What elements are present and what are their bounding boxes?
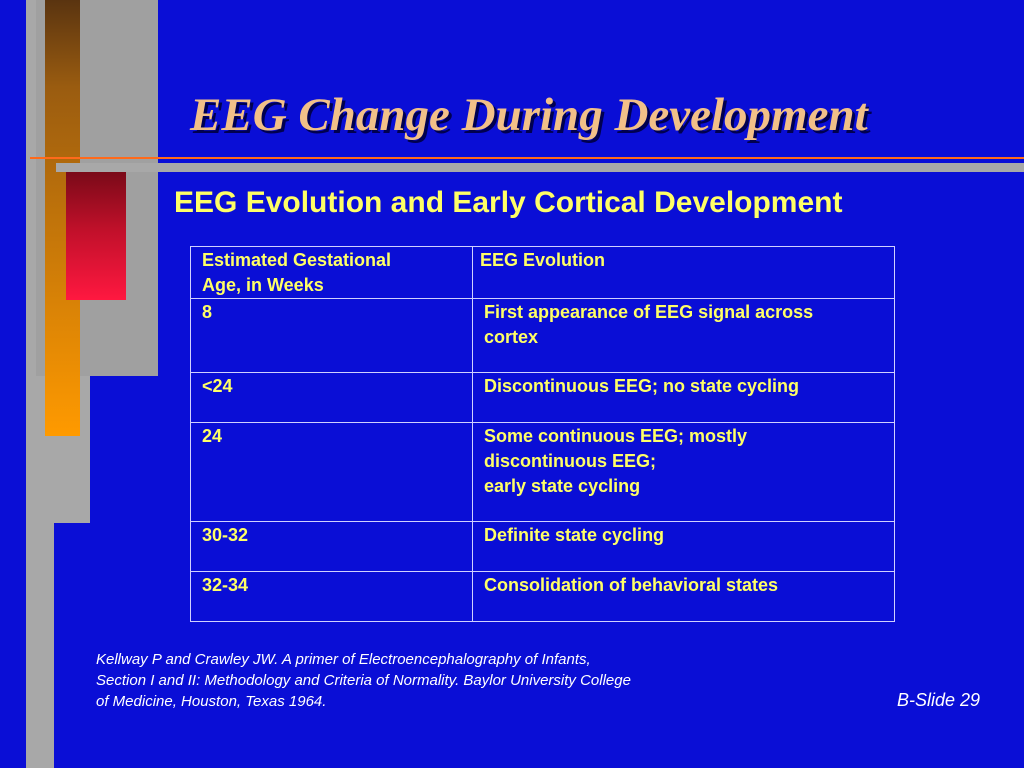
age-cell: 32-34 — [191, 572, 473, 622]
eeg-evolution-table — [190, 246, 895, 622]
header-eeg-evolution: EEG Evolution — [473, 247, 895, 299]
evolution-cell: Consolidation of behavioral states — [473, 572, 895, 622]
evolution-cell: Definite state cycling — [473, 522, 895, 572]
red-block-decoration — [66, 172, 126, 300]
age-cell: <24 — [191, 373, 473, 423]
table-row — [191, 423, 895, 522]
evolution-cell: Some continuous EEG; mostly discontinuous EEG; early state cycling — [473, 423, 895, 522]
age-cell: 30-32 — [191, 522, 473, 572]
table-row — [191, 522, 895, 572]
table-row — [191, 373, 895, 423]
orange-rule-decoration — [30, 157, 1024, 159]
age-cell: 8 — [191, 299, 473, 373]
table-header-row — [191, 247, 895, 299]
evolution-cell: First appearance of EEG signal across cortex — [473, 299, 895, 373]
table-row — [191, 299, 895, 373]
age-cell: 24 — [191, 423, 473, 522]
slide-number: B-Slide 29 — [896, 690, 980, 710]
slide-title: EEG Change During Development — [190, 89, 868, 141]
table-row — [191, 572, 895, 622]
reference-citation: Kellway P and Crawley JW. A primer of Electroencephalography of Infants, Section I and II: Methodology and Criteria of Normality. Baylor University College of Medicine, Houston, Texas 1964. — [96, 651, 631, 710]
evolution-cell: Discontinuous EEG; no state cycling — [473, 373, 895, 423]
gray-rule-decoration — [56, 163, 1024, 172]
slide-subtitle: EEG Evolution and Early Cortical Development — [174, 186, 843, 219]
header-gestational-age: Estimated Gestational Age, in Weeks — [191, 247, 473, 299]
